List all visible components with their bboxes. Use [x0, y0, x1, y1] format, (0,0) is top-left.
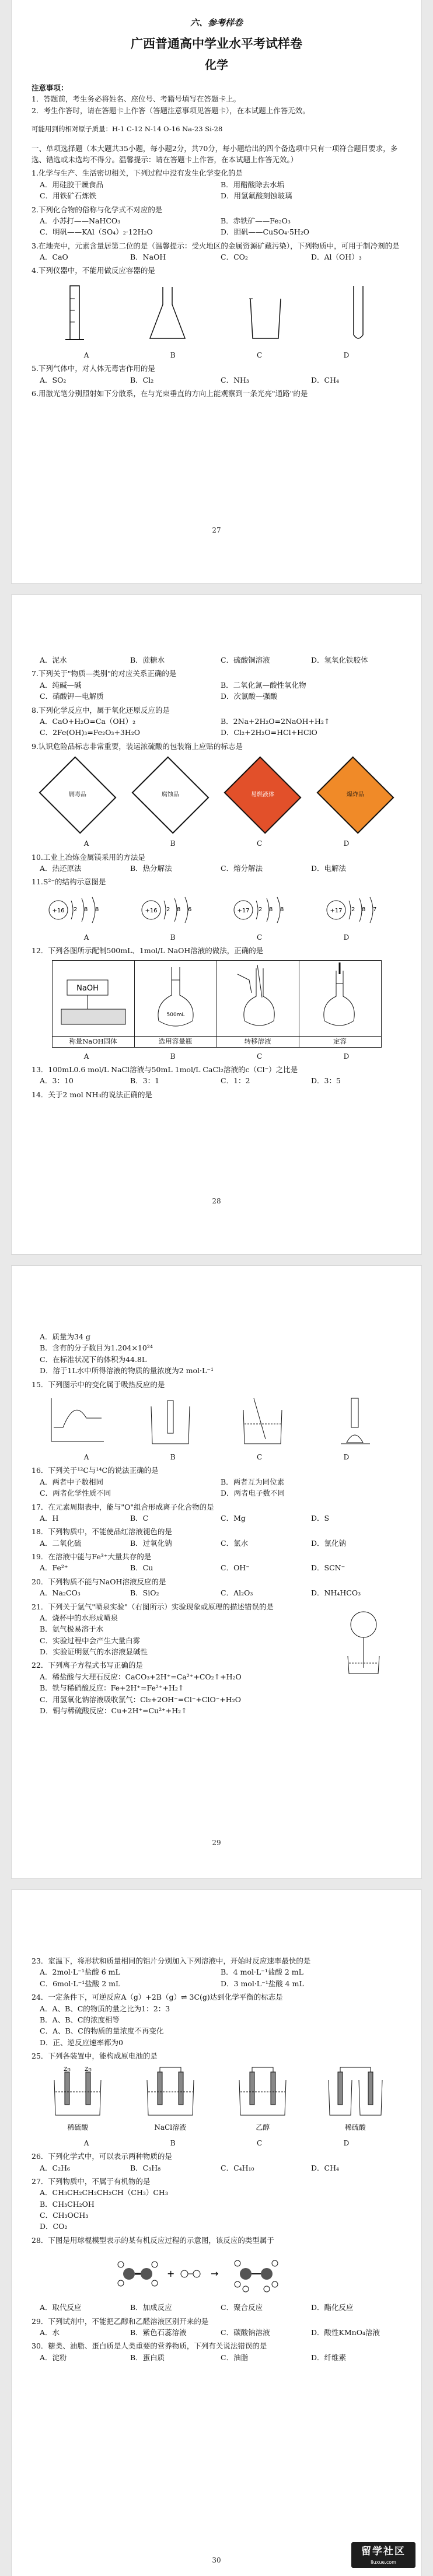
option: D．NH₄HCO₃ — [311, 1588, 361, 1598]
option: C．2Fe(OH)₃=Fe₂O₃+3H₂O — [40, 728, 141, 737]
option: C．OH⁻ — [221, 1563, 250, 1573]
option: C．CH₃OCH₃ — [40, 2211, 89, 2220]
option: A．小苏打——NaHCO₃ — [40, 216, 121, 225]
option: A．Fe²⁺ — [40, 1563, 68, 1573]
svg-text:NaOH: NaOH — [76, 984, 99, 993]
question-12: 12．下列各图所示配制500mL、1mol/L NaOH溶液的做法，正确的是 — [32, 946, 264, 956]
cell-apparatus-d-icon — [320, 2066, 390, 2119]
page-number: 29 — [212, 1839, 221, 1847]
cell-apparatus-b-icon — [135, 2066, 205, 2119]
option: A．Na₂CO₃ — [40, 1588, 81, 1598]
option: C．CO₂ — [221, 253, 248, 262]
option: C．硝酸钾—电解质 — [40, 692, 104, 701]
option: D．Cl₂+2H₂O=HCl+HClO — [221, 728, 317, 737]
option: A．CaO — [40, 253, 68, 262]
notes-heading: 注意事项： — [32, 83, 68, 92]
question-4: 4.下列仪器中，不能用做反应容器的是 — [32, 266, 155, 275]
question-13: 13．100mL0.6 mol/L NaCl溶液与50mL 1mol/L CaCl₂溶液的c（Cl⁻）之比是 — [32, 1065, 298, 1074]
figure-label: C — [257, 1452, 263, 1461]
step-label: 转移溶液 — [216, 1036, 299, 1047]
option: B．Cl₂ — [130, 375, 154, 384]
svg-text:8: 8 — [361, 906, 366, 913]
option: D．3 mol·L⁻¹盐酸 4 mL — [221, 1979, 304, 1988]
option: A．用硅胶干燥食品 — [40, 180, 104, 189]
option: A．A、B、C的物质的量之比为1：2：3 — [40, 2004, 170, 2013]
option: A．CaO+H₂O=Ca（OH）₂ — [40, 716, 136, 726]
svg-text:2: 2 — [74, 906, 78, 913]
option: D．用氢氟酸刻蚀玻璃 — [221, 191, 292, 201]
question-17: 17．在元素周期表中，能与"O"组合形成离子化合物的是 — [32, 1502, 214, 1511]
option: D．S — [311, 1513, 330, 1522]
option: C．氯水 — [221, 1538, 249, 1548]
solution-label: 乙醇 — [256, 2123, 270, 2132]
section-heading: 六、参考样卷 — [190, 18, 243, 28]
figure-label: B — [170, 1052, 176, 1060]
option: B．含有的分子数目为1.204×10²⁴ — [40, 1343, 153, 1353]
option: D．铜与稀硫酸反应：Cu+2H⁺=Cu²⁺+H₂↑ — [40, 1706, 187, 1715]
option: D．CH₄ — [311, 375, 339, 384]
section-intro: 一、单项选择题（本大题共35小题，每小题2分，共70分，每小题给出的四个备选项中只有一项符合题目要求，多选、错选或未选均不得分。温馨提示：请在答题卡上作答，在本试题上作答无效。） — [32, 144, 398, 164]
transfer-flask-icon — [220, 963, 296, 1032]
option: B．蛋白质 — [130, 2353, 165, 2362]
question-10: 10.工业上冶炼金属镁采用的方法是 — [32, 852, 145, 862]
step-label: 定容 — [299, 1036, 381, 1047]
glassware-figures — [32, 281, 401, 345]
question-7: 7.下列关于"物质—类别"的对应关系正确的是 — [32, 669, 177, 678]
option: B．C₃H₈ — [130, 2163, 161, 2172]
document-title: 广西普通高中学业水平考试样卷 — [131, 36, 302, 51]
question-23: 23．室温下，将形状和质量相同的铝片分别加入下列溶液中，开始时反应速率最快的是 — [32, 1957, 311, 1965]
option: B．两者互为同位素 — [221, 1477, 285, 1486]
solution-label: 稀硫酸 — [67, 2123, 89, 2132]
option: A．烧杯中的水形成喷泉 — [40, 1613, 118, 1622]
beaker-zinc-icon — [138, 1395, 202, 1447]
figure-label: D — [343, 2138, 350, 2147]
question-8: 8.下列化学反应中，属于氧化还原反应的是 — [32, 705, 170, 715]
figure-label: D — [343, 1452, 350, 1461]
question-3: 3.在地壳中，元素含量居第二位的是（温馨提示：受火地区的金属资源矿藏污染），下列物质中，可用于制冷剂的是 — [32, 241, 400, 250]
svg-text:8: 8 — [280, 906, 284, 913]
option: C．C₄H₁₀ — [221, 2163, 254, 2172]
option: A．泥水 — [40, 656, 67, 664]
option: D．实验证明氨气的水溶液显碱性 — [40, 1647, 148, 1657]
exam-page-3 — [12, 1266, 421, 1878]
cell-apparatus-a-icon — [43, 2066, 113, 2119]
volumetric-flask-icon — [138, 963, 214, 1032]
option: C．油脂 — [221, 2353, 249, 2362]
option: A．CH₃CH₂CH₂CH₂CH（CH₃）CH₃ — [40, 2188, 168, 2197]
svg-text:+16: +16 — [145, 907, 158, 914]
question-30: 30．糖类、油脂、蛋白质是人类重要的营养物质，下列有关说法错误的是 — [32, 2342, 267, 2351]
option: D．两者电子数不同 — [221, 1489, 285, 1498]
option: B．C — [130, 1513, 149, 1522]
svg-text:2: 2 — [351, 906, 355, 913]
figure-label: A — [83, 2138, 89, 2147]
figure-label: C — [257, 351, 263, 359]
figure-label: D — [343, 839, 350, 848]
exam-page-2 — [12, 595, 421, 1254]
option: C．NH₃ — [221, 375, 249, 384]
option: C．用氢氧化钠溶液吸收氯气：Cl₂+2OH⁻=Cl⁻+ClO⁻+H₂O — [40, 1695, 241, 1704]
option: D．3：5 — [311, 1076, 341, 1086]
figure-label: D — [343, 933, 350, 942]
flame-reaction-icon — [323, 1395, 387, 1447]
option: C．实验过程中会产生大量白雾 — [40, 1636, 141, 1645]
svg-text:6: 6 — [187, 906, 192, 913]
option: B．A、B、C的浓度相等 — [40, 2015, 120, 2024]
question-16: 16．下列关于¹²C与¹⁴C的说法正确的是 — [32, 1466, 159, 1475]
figure-label: A — [83, 933, 89, 942]
solution-label: 稀硫酸 — [344, 2123, 366, 2132]
svg-text:8: 8 — [269, 906, 273, 913]
atomic-masses: 可能用到的相对原子质量：H-1 C-12 N-14 O-16 Na-23 Si-28 — [32, 124, 223, 133]
flammable-sign-icon — [224, 757, 302, 834]
option: C．A、B、C的物质的量浓度不再变化 — [40, 2027, 164, 2036]
option: C．在标准状况下的体积为44.8L — [40, 1354, 147, 1364]
option: A．稀盐酸与大理石反应：CaCO₃+2H⁺=Ca²⁺+CO₂↑+H₂O — [40, 1672, 242, 1681]
option: C．两者化学性质不同 — [40, 1489, 111, 1498]
option: A．淀粉 — [40, 2353, 67, 2362]
note-item: 2．考生作答时，请在答题卡上作答（答题注意事项见答题卡），在本试题上作答无效。 — [32, 106, 310, 115]
hazard-label: 爆炸品 — [346, 792, 364, 798]
svg-text:2: 2 — [166, 906, 170, 913]
hazard-label: 剧毒品 — [69, 792, 87, 798]
figure-label: A — [83, 1452, 89, 1461]
option: B．2Na+2H₂O=2NaOH+H₂↑ — [221, 716, 330, 726]
option: C．1：2 — [221, 1076, 250, 1086]
solution-label: NaCl溶液 — [154, 2123, 187, 2132]
watermark-subtext: liuxue.com — [371, 2559, 396, 2565]
question-5: 5.下列气体中，对人体无毒害作用的是 — [32, 364, 155, 373]
svg-text:2: 2 — [259, 906, 263, 913]
energy-diagram-icon — [46, 1395, 110, 1447]
hazard-label: 易燃液体 — [251, 792, 275, 798]
dropper-flask-icon — [302, 963, 378, 1032]
option: B．紫色石蕊溶液 — [130, 2328, 187, 2337]
option: D．CH₄ — [311, 2163, 339, 2172]
test-tube-icon — [341, 281, 376, 345]
figure-label: C — [257, 1052, 263, 1060]
question-14: 14．关于2 mol NH₃的说法正确的是 — [32, 1090, 153, 1099]
figure-label: B — [170, 1452, 176, 1461]
option: A．二氧化硫 — [40, 1538, 82, 1548]
option: B．NaOH — [130, 253, 166, 262]
question-2: 2.下列化合物的俗称与化学式不对应的是 — [32, 205, 163, 214]
option: A．2mol·L⁻¹盐酸 6 mL — [40, 1968, 120, 1977]
option: B．铁与稀硝酸反应：Fe+2H⁺=Fe²⁺+H₂↑ — [40, 1684, 184, 1693]
question-22: 22．下列离子方程式书写正确的是 — [32, 1661, 143, 1670]
question-15: 15．下列图示中的变化属于吸热反应的是 — [32, 1380, 165, 1389]
explosive-sign-icon — [316, 757, 394, 834]
option: A．H — [40, 1513, 59, 1522]
option: D．正、逆反应速率都为0 — [40, 2038, 123, 2047]
question-27: 27．下列物质中，不属于有机物的是 — [32, 2176, 151, 2186]
option: C．聚合反应 — [221, 2303, 263, 2312]
option: C．Al₂O₃ — [221, 1588, 253, 1598]
option: A．3：10 — [40, 1076, 74, 1086]
option: B．热分解法 — [130, 863, 172, 873]
option: A．取代反应 — [40, 2303, 82, 2312]
option: A．质量为34 g — [40, 1332, 90, 1341]
option: C．硫酸铜溶液 — [221, 656, 270, 664]
option: B．过氧化钠 — [130, 1538, 172, 1548]
page-number: 27 — [212, 526, 221, 534]
corrosive-sign-icon — [131, 757, 209, 834]
svg-text:500mL: 500mL — [166, 1012, 184, 1018]
option: B．赤铁矿——Fe₂O₃ — [221, 216, 291, 225]
option: A．两者中子数相同 — [40, 1477, 104, 1486]
option: D．氢氧化铁胶体 — [311, 656, 368, 664]
figure-label: A — [83, 1052, 89, 1060]
option: D．溶于1L水中所得溶液的物质的量浓度为2 mol·L⁻¹ — [40, 1366, 214, 1376]
toxic-sign-icon — [39, 757, 117, 834]
question-29: 29．下列试剂中，不能把乙醇和乙醛溶液区别开来的是 — [32, 2316, 209, 2326]
svg-text:Zn: Zn — [64, 2067, 71, 2073]
hazard-label: 腐蚀品 — [161, 792, 179, 798]
option: C．明矾——KAl（SO₄）₂·12H₂O — [40, 228, 153, 237]
svg-text:7: 7 — [372, 906, 377, 913]
atom-structure-diagram-b — [138, 892, 202, 928]
atom-structure-diagram-a — [46, 892, 110, 928]
step-label: 选用容量瓶 — [134, 1036, 216, 1047]
option: B．氨气极易溶于水 — [40, 1625, 104, 1634]
watermark-text: 留学社区 — [361, 2545, 406, 2557]
svg-text:8: 8 — [95, 906, 99, 913]
option: D．SCN⁻ — [311, 1563, 345, 1573]
option: B．Cu — [130, 1563, 153, 1573]
ball-stick-model-icon — [106, 2250, 327, 2297]
atom-structure-diagram-d — [323, 892, 387, 928]
graduated-cylinder-icon — [57, 281, 92, 345]
option: C．熔分解法 — [221, 863, 263, 873]
svg-text:+17: +17 — [330, 907, 343, 914]
figure-label: B — [170, 933, 176, 942]
option: B．SiO₂ — [130, 1588, 159, 1598]
lab-procedure-table — [52, 960, 382, 1048]
option: D．胆矾——CuSO₄·5H₂O — [221, 228, 310, 237]
svg-text:8: 8 — [176, 906, 181, 913]
option: A．C₂H₆ — [40, 2163, 71, 2172]
question-6: 6.用激光笔分别照射如下分散系，在与光束垂直的方向上能观察到一条光亮"通路"的是 — [32, 389, 308, 398]
option: C．Mg — [221, 1513, 246, 1522]
option: D．Al（OH）₃ — [311, 253, 362, 262]
beaker-icon — [242, 281, 289, 345]
figure-label: A — [83, 351, 89, 359]
svg-text:+16: +16 — [52, 907, 65, 914]
question-20: 20．下列物质不能与NaOH溶液反应的是 — [32, 1577, 166, 1586]
option: D．电解法 — [311, 863, 347, 873]
figure-label: D — [343, 1052, 350, 1060]
svg-text:+17: +17 — [237, 907, 250, 914]
option: D．次氯酸—强酸 — [221, 692, 278, 701]
conical-flask-icon — [144, 281, 191, 345]
beaker-stirring-icon — [231, 1395, 295, 1447]
fountain-apparatus-icon — [337, 1607, 390, 1677]
option: B．用醋酸除去水垢 — [221, 180, 285, 189]
option: D．酯化反应 — [311, 2303, 354, 2312]
option: A．纯碱—碱 — [40, 680, 82, 690]
svg-text:→: → — [211, 2268, 219, 2280]
question-26: 26．下列化学式中，可以表示两种物质的是 — [32, 2152, 172, 2161]
question-21: 21．下列关于氢气"喷泉实验"（右图所示）实验现象或原理的描述错误的是 — [32, 1602, 274, 1611]
figure-label: D — [343, 351, 350, 359]
option: B．蔗糖水 — [130, 656, 165, 664]
question-9: 9.认识危险品标志非常重要，装运浓硫酸的包装箱上应贴的标志是 — [32, 741, 243, 751]
page-number: 30 — [212, 2556, 221, 2564]
question-11: 11.S²⁻的结构示意图是 — [32, 877, 106, 887]
question-19: 19．在溶液中能与Fe³⁺大量共存的是 — [32, 1552, 152, 1562]
question-18: 18．下列物质中，不能使品红溶液褪色的是 — [32, 1527, 172, 1536]
step-label: 称量NaOH固体 — [52, 1036, 134, 1047]
option: A．水 — [40, 2328, 60, 2337]
option: D．CO₂ — [40, 2222, 68, 2231]
page-number: 28 — [212, 1197, 221, 1205]
balance-icon — [55, 963, 131, 1032]
note-item: 1．答题前，考生务必将姓名、座位号、考籍号填写在答题卡上。 — [32, 94, 240, 104]
question-1: 1.化学与生产、生活密切相关，下列过程中没有发生化学变化的是 — [32, 169, 243, 178]
subject-title: 化学 — [205, 57, 228, 72]
cell-apparatus-c-icon — [228, 2066, 298, 2119]
option: B．4 mol·L⁻¹盐酸 2 mL — [221, 1968, 303, 1977]
question-28: 28．下图是用球棍模型表示的某有机反应过程的示意图，该反应的类型属于 — [32, 2235, 274, 2245]
figure-label: B — [170, 839, 176, 848]
figure-label: C — [257, 839, 263, 848]
option: B．加成反应 — [130, 2303, 172, 2312]
exam-page-4 — [12, 1890, 421, 2576]
option: B．二氧化氮—酸性氧化物 — [221, 680, 306, 690]
option: A．热还原法 — [40, 863, 82, 873]
option: A．SO₂ — [40, 375, 67, 384]
atom-structure-diagram-c — [231, 892, 295, 928]
figure-label: A — [83, 839, 89, 848]
exam-page-1 — [12, 0, 421, 583]
option: D．纤维素 — [311, 2353, 347, 2362]
figure-label: C — [257, 2138, 263, 2147]
svg-text:+: + — [167, 2268, 175, 2280]
figure-label: C — [257, 933, 263, 942]
option: D．氯化钠 — [311, 1538, 347, 1548]
svg-text:Zn: Zn — [85, 2067, 92, 2073]
option: B．3：1 — [130, 1076, 160, 1086]
figure-label: B — [170, 2138, 176, 2147]
option: C．用铁矿石炼铁 — [40, 191, 97, 201]
svg-text:8: 8 — [84, 906, 88, 913]
question-24: 24．一定条件下，可逆反应A（g）+2B（g）⇌ 3C(g)达到化学平衡的标志是 — [32, 1993, 283, 2002]
watermark-logo — [351, 2542, 415, 2568]
option: D．酸性KMnO₄溶液 — [311, 2328, 380, 2337]
question-25: 25．下列各装置中，能构成原电池的是 — [32, 2052, 158, 2060]
figure-label: B — [170, 351, 176, 359]
option: C．碳酸钠溶液 — [221, 2328, 270, 2337]
option: B．CH₃CH₂OH — [40, 2199, 95, 2208]
option: C．6mol·L⁻¹盐酸 2 mL — [40, 1979, 121, 1988]
